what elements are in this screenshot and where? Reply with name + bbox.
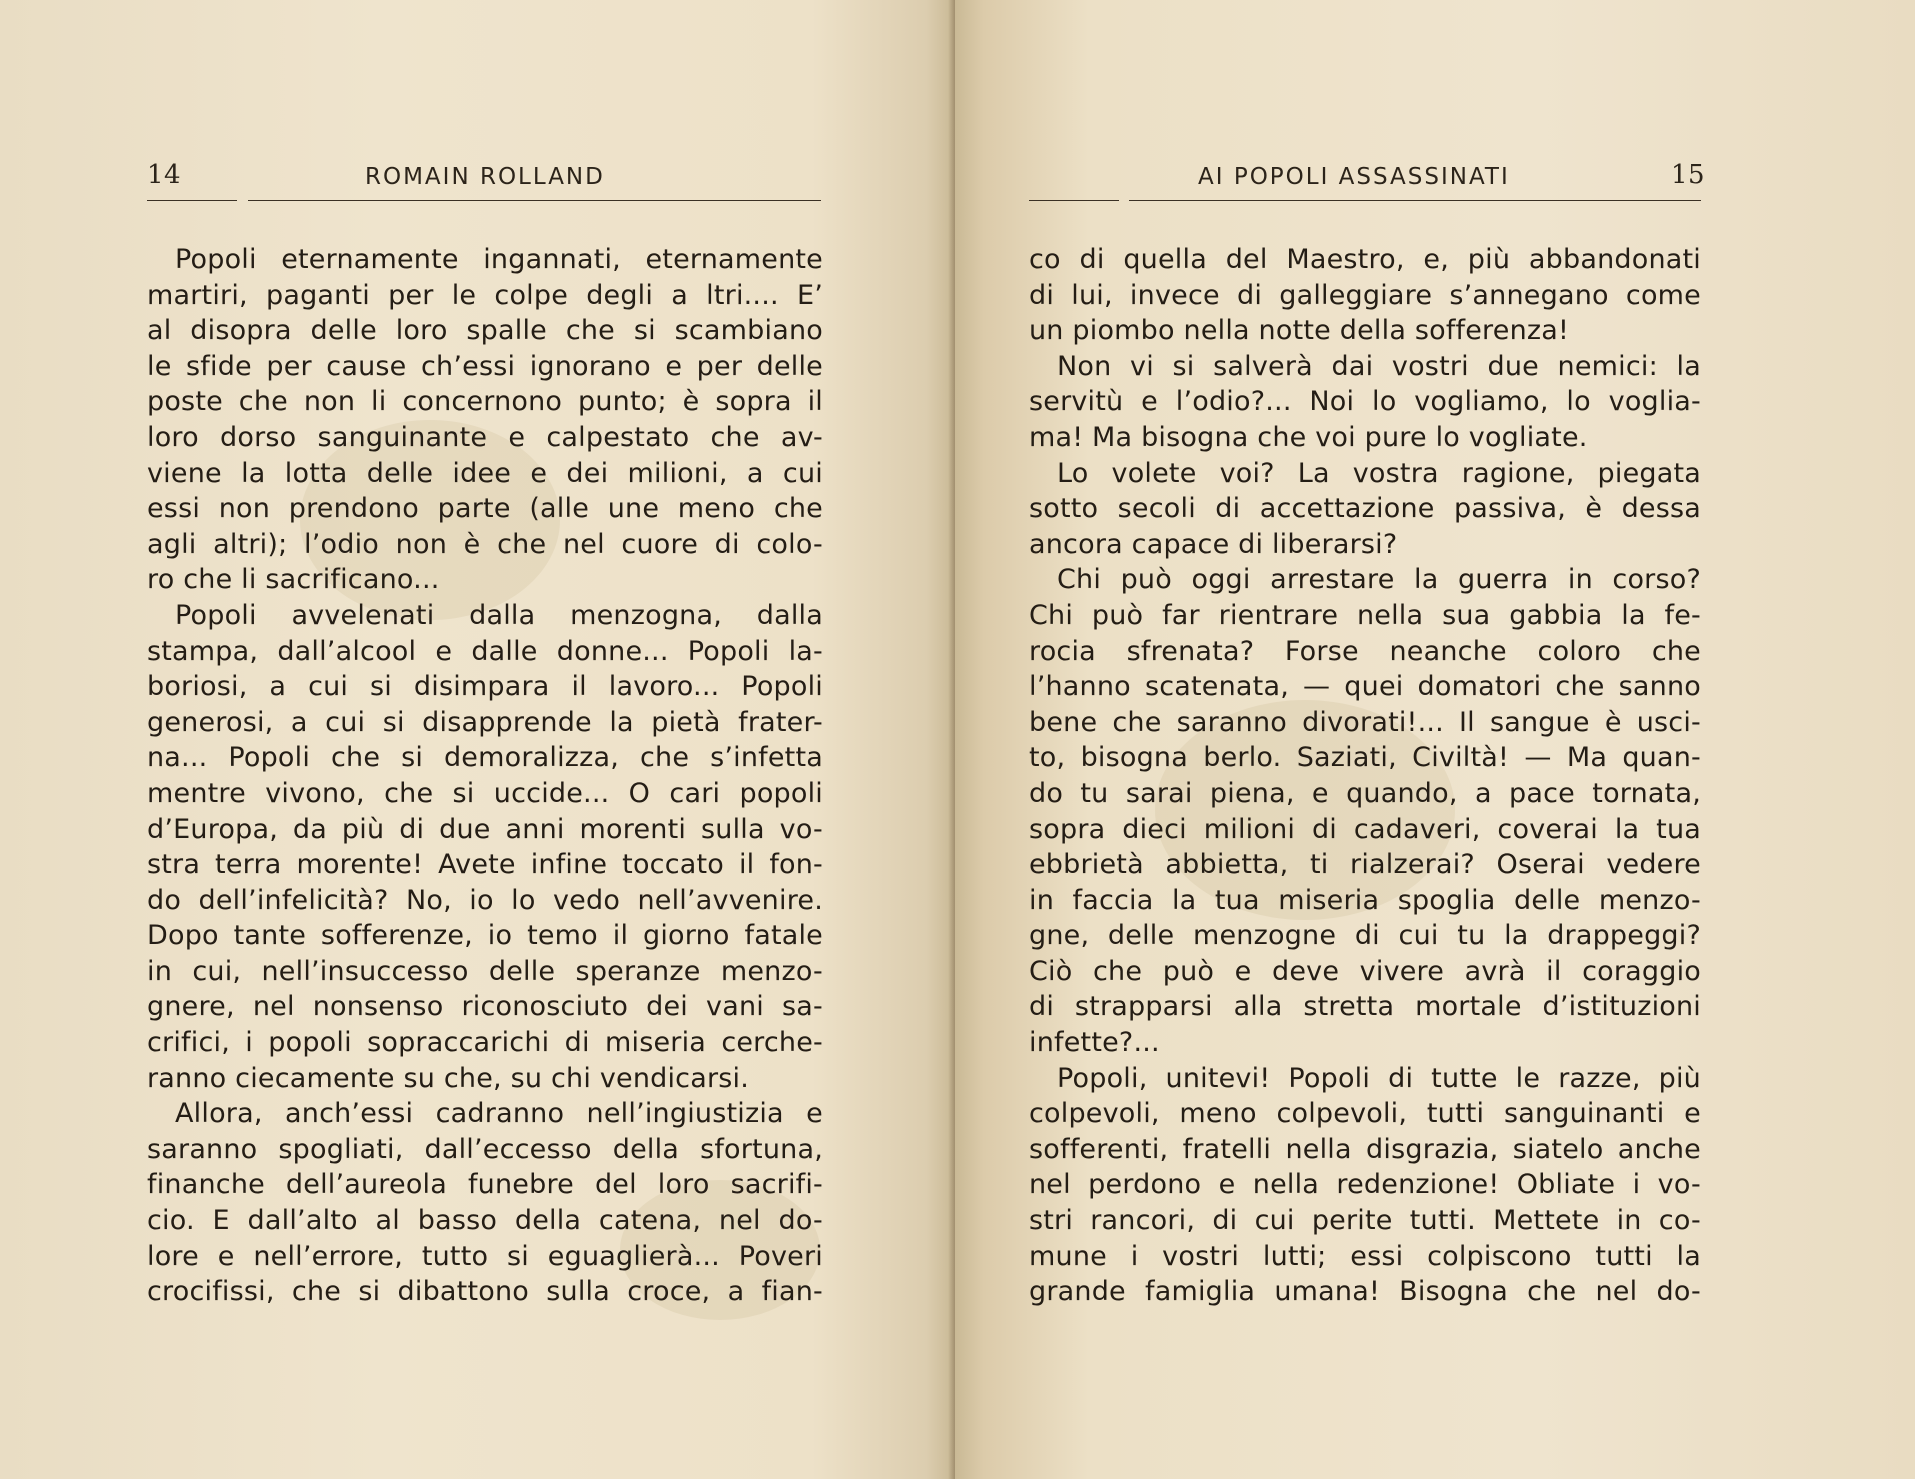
header-rule (1029, 200, 1119, 201)
text-line: in cui, nell’insuccesso delle speranze menzo- (147, 955, 823, 987)
text-line: grande famiglia umana! Bisogna che nel do- (1029, 1276, 1701, 1308)
text-line: bene che saranno divorati!... Il sangue è usci- (1029, 706, 1701, 738)
text-line: martiri, paganti per le colpe degli a ltri.... E’ (147, 279, 823, 311)
text-line: Popoli avvelenati dalla menzogna, dalla (175, 599, 823, 631)
text-line: stri rancori, di cui perite tutti. Mettete in co- (1029, 1205, 1701, 1237)
right-page (955, 0, 1915, 1479)
text-line: finanche dell’aureola funebre del loro sacrifi- (147, 1169, 823, 1201)
text-line: mentre vivono, che si uccide... O cari popoli (147, 777, 823, 809)
text-line: colpevoli, meno colpevoli, tutti sanguinanti e (1029, 1098, 1701, 1130)
text-line: sotto secoli di accettazione passiva, è dessa (1029, 493, 1701, 525)
text-line: crifici, i popoli sopraccarichi di miseria cerche- (147, 1027, 823, 1059)
text-line: un piombo nella notte della sofferenza! (1029, 315, 1570, 347)
text-line: Dopo tante sofferenze, io temo il giorno fatale (147, 920, 823, 952)
header-rule (248, 200, 821, 201)
text-line: loro dorso sanguinante e calpestato che av- (147, 421, 823, 453)
text-line: stra terra morente! Avete infine toccato il fon- (147, 849, 823, 881)
text-line: sopra dieci milioni di cadaveri, coverai la tua (1029, 813, 1701, 845)
text-line: na... Popoli che si demoralizza, che s’infetta (147, 742, 823, 774)
text-line: d’Europa, da più di due anni morenti sulla vo- (147, 813, 823, 845)
text-line: do tu sarai piena, e quando, a pace tornata, (1029, 777, 1701, 809)
text-line: gnere, nel nonsenso riconosciuto dei vani sa- (147, 991, 823, 1023)
text-line: sofferenti, fratelli nella disgrazia, siatelo anche (1029, 1133, 1701, 1165)
text-line: al disopra delle loro spalle che si scambiano (147, 315, 823, 347)
text-line: essi non prendono parte (alle une meno che (147, 493, 823, 525)
left-page (0, 0, 955, 1479)
text-line: rocia sfrenata? Forse neanche coloro che (1029, 635, 1701, 667)
text-line: Popoli eternamente ingannati, eternamente (175, 244, 823, 275)
text-line: co di quella del Maestro, e, più abbandonati (1029, 244, 1701, 275)
text-line: stampa, dall’alcool e dalle donne... Popoli la- (147, 635, 823, 667)
text-line: cio. E dall’alto al basso della catena, nel do- (147, 1205, 823, 1237)
running-head-title: ROMAIN ROLLAND (365, 164, 605, 190)
running-head-title: AI POPOLI ASSASSINATI (1198, 164, 1510, 190)
text-line: mune i vostri lutti; essi colpiscono tutti la (1029, 1240, 1701, 1272)
text-line: Chi può oggi arrestare la guerra in corso? (1057, 564, 1701, 596)
text-line: Popoli, unitevi! Popoli di tutte le razze, più (1057, 1062, 1701, 1094)
text-line: in faccia la tua miseria spoglia delle menzo- (1029, 884, 1701, 916)
left-running-header (0, 160, 955, 200)
text-line: Non vi si salverà dai vostri due nemici: la (1057, 350, 1701, 382)
text-line: Allora, anch’essi cadranno nell’ingiustizia e (175, 1098, 823, 1130)
text-line: ma! Ma bisogna che voi pure lo vogliate. (1029, 421, 1588, 453)
header-rule (147, 200, 237, 201)
text-line: ranno ciecamente su che, su chi vendicarsi. (147, 1062, 750, 1094)
page-number: 15 (1671, 160, 1706, 190)
text-line: le sfide per cause ch’essi ignorano e per delle (147, 350, 823, 382)
text-line: saranno spogliati, dall’eccesso della sfortuna, (147, 1133, 823, 1165)
text-line: di lui, invece di galleggiare s’annegano come (1029, 279, 1701, 311)
text-line: gne, delle menzogne di cui tu la drappeggi? (1029, 920, 1701, 952)
text-line: Chi può far rientrare nella sua gabbia la fe- (1029, 599, 1701, 631)
text-line: agli altri); l’odio non è che nel cuore di colo- (147, 528, 823, 560)
right-body-text (1029, 242, 1701, 1310)
header-rule (1129, 200, 1701, 201)
text-line: Lo volete voi? La vostra ragione, piegata (1057, 457, 1701, 489)
text-line: servitù e l’odio?... Noi lo vogliamo, lo voglia- (1029, 386, 1701, 418)
text-line: ebbrietà abbietta, ti rialzerai? Oserai vedere (1029, 849, 1701, 881)
left-body-text (147, 242, 823, 1310)
text-line: nel perdono e nella redenzione! Obliate i vo- (1029, 1169, 1701, 1201)
text-line: di strapparsi alla stretta mortale d’istituzioni (1029, 991, 1701, 1023)
text-line: generosi, a cui si disapprende la pietà frater- (147, 706, 823, 738)
text-line: ro che li sacrificano... (147, 564, 440, 596)
text-line: poste che non li concernono punto; è sopra il (147, 386, 823, 418)
text-line: boriosi, a cui si disimpara il lavoro... Popoli (147, 671, 823, 703)
text-line: viene la lotta delle idee e dei milioni, a cui (147, 457, 823, 489)
page-number: 14 (147, 160, 182, 190)
text-line: crocifissi, che si dibattono sulla croce, a fian- (147, 1276, 823, 1308)
text-line: Ciò che può e deve vivere avrà il coraggio (1029, 955, 1701, 987)
text-line: to, bisogna berlo. Saziati, Civiltà! — Ma quan- (1029, 742, 1701, 774)
text-line: infette?... (1029, 1027, 1160, 1059)
text-line: do dell’infelicità? No, io lo vedo nell’avvenire. (147, 884, 823, 916)
text-line: ancora capace di liberarsi? (1029, 528, 1398, 560)
right-running-header (955, 160, 1915, 200)
text-line: lore e nell’errore, tutto si eguaglierà... Poveri (147, 1240, 823, 1272)
text-line: l’hanno scatenata, — quei domatori che sanno (1029, 671, 1701, 703)
